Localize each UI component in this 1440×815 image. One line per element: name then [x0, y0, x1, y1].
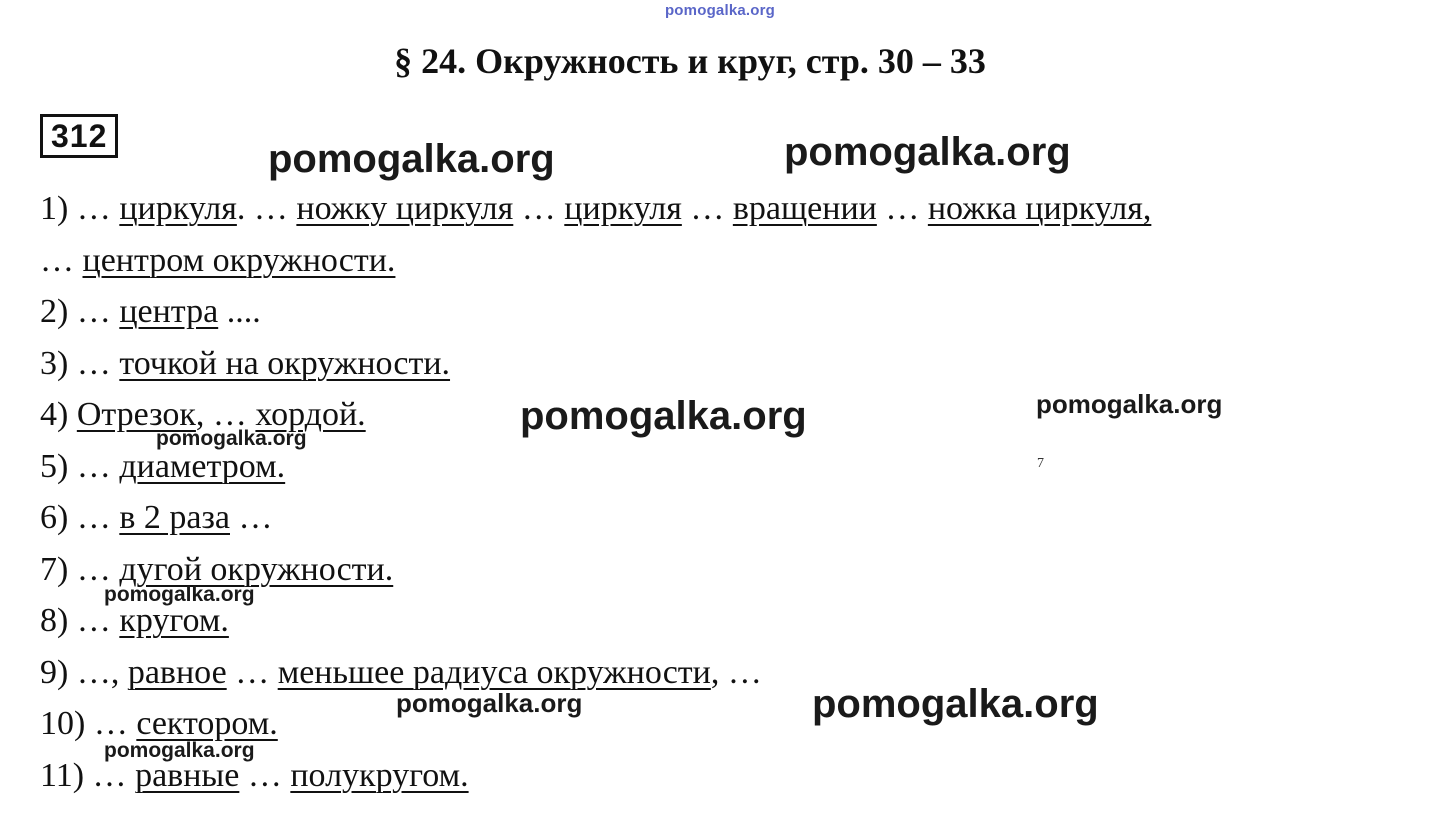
- watermark: pomogalka.org: [104, 583, 255, 606]
- answer-word: меньшее радиуса окружности: [277, 653, 711, 691]
- answer-text: 10) …: [40, 705, 137, 742]
- answer-text: 1) …: [40, 190, 120, 227]
- answer-word: ножку циркуля: [296, 190, 514, 227]
- answer-word: сектором.: [136, 705, 278, 742]
- answer-word: дугой окружности.: [119, 550, 394, 588]
- answer-word: вращении: [732, 190, 877, 227]
- watermark: pomogalka.org: [104, 739, 255, 762]
- answer-line: [40, 492, 1420, 544]
- answer-text: …: [239, 756, 291, 794]
- answer-word: циркуля: [564, 190, 682, 227]
- watermark: pomogalka.org: [812, 682, 1099, 726]
- answer-word: циркуля: [119, 190, 237, 227]
- answer-text: …: [513, 190, 565, 227]
- answer-line: [40, 338, 1420, 390]
- answer-word: центра: [119, 293, 219, 330]
- answer-word: точкой на окружности.: [119, 344, 451, 382]
- exercise-number-badge: 312: [40, 114, 118, 158]
- answer-word: Отрезок: [76, 396, 196, 433]
- answer-word: равные: [135, 756, 240, 794]
- watermark: pomogalka.org: [520, 394, 807, 438]
- answer-text: ....: [218, 293, 261, 330]
- answer-text: 11) …: [40, 756, 136, 794]
- watermark: pomogalka.org: [1036, 389, 1223, 419]
- answer-line: [40, 286, 1420, 338]
- stray-mark: 7: [1037, 456, 1044, 471]
- top-watermark: pomogalka.org: [664, 2, 776, 19]
- answer-line: [40, 183, 1420, 235]
- answer-text: 2) …: [40, 293, 120, 330]
- answer-word: в 2 раза: [119, 499, 230, 536]
- page-title: § 24. Окружность и круг, стр. 30 – 33: [394, 41, 986, 81]
- answer-list: [40, 183, 1420, 801]
- answer-text: …: [876, 190, 928, 227]
- answer-text: 7) …: [40, 550, 120, 588]
- answer-text: 4): [40, 396, 77, 433]
- answer-text: …: [40, 241, 83, 279]
- watermark: pomogalka.org: [784, 130, 1071, 174]
- answer-word: хордой.: [255, 396, 366, 433]
- answer-text: 6) …: [40, 499, 120, 536]
- answer-text: , …: [710, 653, 762, 691]
- watermark: pomogalka.org: [268, 137, 555, 181]
- answer-text: . …: [236, 190, 297, 227]
- answer-word: ножка циркуля,: [927, 190, 1152, 227]
- answer-word: кругом.: [119, 602, 229, 639]
- answer-word: равное: [127, 653, 227, 691]
- answer-text: …: [230, 499, 273, 536]
- watermark: pomogalka.org: [396, 688, 583, 718]
- answer-word: центром окружности.: [82, 241, 396, 279]
- answer-text: …: [681, 190, 733, 227]
- answer-text: …: [226, 653, 278, 691]
- answer-word: полукругом.: [290, 756, 469, 794]
- watermark: pomogalka.org: [156, 427, 307, 450]
- answer-line: [40, 235, 1420, 287]
- answer-text: 8) …: [40, 602, 120, 639]
- answer-word: диаметром.: [119, 447, 286, 485]
- answer-text: 5) …: [40, 447, 120, 485]
- answer-line: [40, 647, 1420, 699]
- answer-text: , …: [195, 396, 256, 433]
- answer-text: 9) …,: [40, 653, 128, 691]
- answer-text: 3) …: [40, 344, 120, 382]
